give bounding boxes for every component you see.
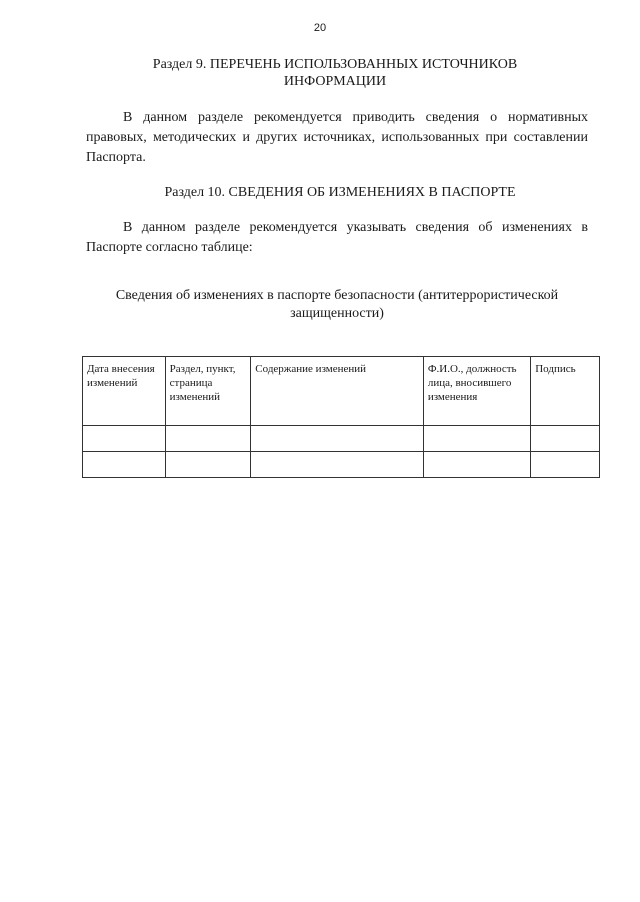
table-cell	[165, 426, 251, 452]
table-row	[83, 452, 600, 478]
table-header-row	[83, 357, 600, 426]
table-cell	[423, 426, 530, 452]
header-signature: Подпись	[531, 357, 600, 426]
table-cell	[423, 452, 530, 478]
header-section: Раздел, пункт, страница изменений	[165, 357, 251, 426]
header-person: Ф.И.О., должность лица, вносившего изменения	[423, 357, 530, 426]
table-cell	[251, 452, 424, 478]
table-row	[83, 426, 600, 452]
section-9-paragraph: В данном разделе рекомендуется приводить сведения о нормативных правовых, методических и других источниках, использованных при составлении Паспорта.	[86, 110, 588, 165]
header-content: Содержание изменений	[251, 357, 424, 426]
table-caption: Сведения об изменениях в паспорте безопасности (антитеррористической защищенности)	[115, 288, 559, 321]
section-10-paragraph: В данном разделе рекомендуется указывать сведения об изменениях в Паспорте согласно таблице:	[86, 220, 588, 255]
table-cell	[83, 426, 166, 452]
page-number: 20	[313, 22, 327, 34]
table-cell	[83, 452, 166, 478]
section-10-heading: Раздел 10. СВЕДЕНИЯ ОБ ИЗМЕНЕНИЯХ В ПАСПОРТЕ	[164, 185, 516, 200]
table-cell	[531, 452, 600, 478]
section-9-heading: Раздел 9. ПЕРЕЧЕНЬ ИСПОЛЬЗОВАННЫХ ИСТОЧНИКОВ ИНФОРМАЦИИ	[152, 57, 518, 89]
header-date: Дата внесения изменений	[83, 357, 166, 426]
table-cell	[165, 452, 251, 478]
table-cell	[251, 426, 424, 452]
table-cell	[531, 426, 600, 452]
changes-table	[82, 356, 600, 478]
